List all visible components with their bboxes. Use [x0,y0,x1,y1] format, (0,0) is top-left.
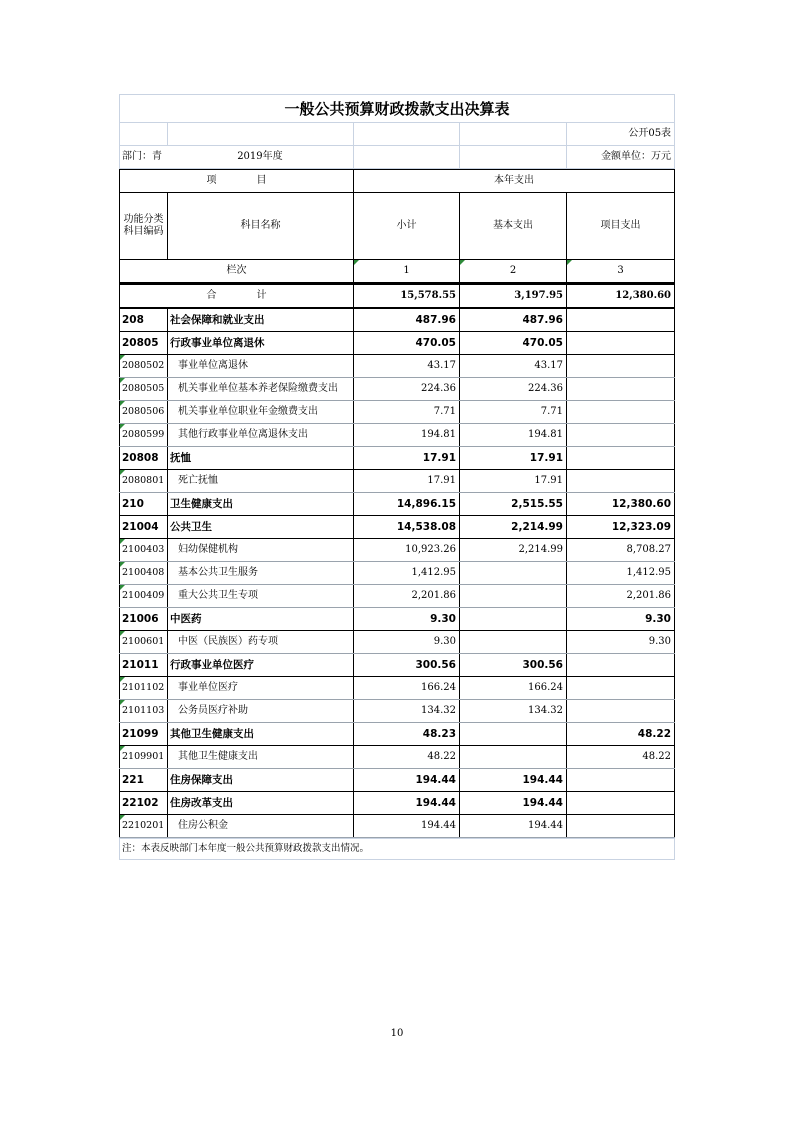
subtotal-value: 194.44 [354,792,460,815]
account-code: 210 [120,493,168,516]
amount-unit: 金额单位：万元 [567,146,675,169]
project-value [567,792,675,815]
table-row [120,332,675,355]
project-value [567,700,675,723]
account-code: 221 [120,769,168,792]
total-label: 合 计 [120,284,354,308]
table-row [120,470,675,493]
project-value [567,378,675,401]
subtotal-value: 48.23 [354,723,460,746]
account-name: 公共卫生 [168,516,354,539]
table-row [120,815,675,838]
account-code: 20808 [120,447,168,470]
subtotal-value: 194.81 [354,424,460,447]
subtotal-value: 224.36 [354,378,460,401]
project-value: 1,412.95 [567,562,675,585]
account-name: 行政事业单位离退休 [168,332,354,355]
subtotal-value: 14,896.15 [354,493,460,516]
account-name: 基本公共卫生服务 [168,562,354,585]
account-name: 住房改革支出 [168,792,354,815]
subtotal-value: 470.05 [354,332,460,355]
subtotal-value: 9.30 [354,608,460,631]
account-name: 事业单位离退休 [168,355,354,378]
department-label: 部门：青 [122,151,162,162]
project-value [567,447,675,470]
table-title: 一般公共预算财政拨款支出决算表 [120,95,675,123]
basic-value: 166.24 [460,677,567,700]
subtotal-value: 9.30 [354,631,460,654]
account-code: 22102 [120,792,168,815]
table-row [120,746,675,769]
subtotal-value: 194.44 [354,769,460,792]
subtotal-value: 300.56 [354,654,460,677]
project-value [567,677,675,700]
table-row [120,654,675,677]
project-column-header: 项目支出 [567,193,675,260]
form-number: 公开05表 [567,123,675,146]
account-name: 住房保障支出 [168,769,354,792]
dept-row [120,146,675,169]
basic-value [460,608,567,631]
subtotal-value: 487.96 [354,308,460,332]
basic-value: 2,515.55 [460,493,567,516]
basic-value: 300.56 [460,654,567,677]
account-code: 2080505 [120,378,168,401]
total-basic: 3,197.95 [460,284,567,308]
project-value [567,332,675,355]
table-row [120,562,675,585]
subtotal-value: 2,201.86 [354,585,460,608]
basic-value [460,723,567,746]
account-name: 其他行政事业单位离退休支出 [168,424,354,447]
total-project: 12,380.60 [567,284,675,308]
account-name: 住房公积金 [168,815,354,838]
account-code: 2080502 [120,355,168,378]
table-row [120,447,675,470]
account-code: 21004 [120,516,168,539]
account-code: 2210201 [120,815,168,838]
account-code: 2080801 [120,470,168,493]
project-value [567,769,675,792]
account-code: 2100408 [120,562,168,585]
project-value [567,424,675,447]
column-index-3: 3 [567,260,675,283]
account-code: 2100409 [120,585,168,608]
basic-value: 224.36 [460,378,567,401]
account-code: 21099 [120,723,168,746]
table-header [119,169,675,283]
project-value: 48.22 [567,746,675,769]
project-value [567,815,675,838]
note-table [119,838,675,860]
project-value [567,308,675,332]
subtotal-value: 10,923.26 [354,539,460,562]
project-value [567,401,675,424]
basic-value: 194.44 [460,792,567,815]
basic-value: 470.05 [460,332,567,355]
subtotal-value: 194.44 [354,815,460,838]
subtotal-value: 43.17 [354,355,460,378]
table-row [120,493,675,516]
expenditure-table [119,94,675,169]
table-row [120,539,675,562]
subtotal-value: 14,538.08 [354,516,460,539]
account-name: 中医（民族医）药专项 [168,631,354,654]
basic-value [460,585,567,608]
basic-value: 43.17 [460,355,567,378]
table-row [120,700,675,723]
table-row [120,378,675,401]
name-column-header: 科目名称 [168,193,354,260]
table-note: 注：本表反映部门本年度一般公共预算财政拨款支出情况。 [120,839,675,860]
basic-value: 194.44 [460,815,567,838]
basic-value [460,746,567,769]
table-row [120,677,675,700]
account-name: 行政事业单位医疗 [168,654,354,677]
table-row [120,792,675,815]
column-index-2: 2 [460,260,567,283]
project-value: 2,201.86 [567,585,675,608]
account-code: 2080506 [120,401,168,424]
project-header: 项 目 [120,170,354,193]
account-name: 重大公共卫生专项 [168,585,354,608]
table-row [120,308,675,332]
account-name: 妇幼保健机构 [168,539,354,562]
meta-row [120,123,675,146]
table-row [120,769,675,792]
table-row [120,355,675,378]
project-value: 12,323.09 [567,516,675,539]
project-value [567,355,675,378]
account-name: 机关事业单位职业年金缴费支出 [168,401,354,424]
account-name: 社会保障和就业支出 [168,308,354,332]
project-value: 9.30 [567,631,675,654]
basic-value: 134.32 [460,700,567,723]
basic-value [460,631,567,654]
account-name: 抚恤 [168,447,354,470]
total-subtotal: 15,578.55 [354,284,460,308]
account-code: 20805 [120,332,168,355]
project-value: 8,708.27 [567,539,675,562]
project-value: 9.30 [567,608,675,631]
basic-value: 2,214.99 [460,516,567,539]
basic-value: 2,214.99 [460,539,567,562]
account-name: 死亡抚恤 [168,470,354,493]
table-row [120,424,675,447]
account-name: 其他卫生健康支出 [168,723,354,746]
account-code: 2101102 [120,677,168,700]
subtotal-value: 48.22 [354,746,460,769]
account-name: 事业单位医疗 [168,677,354,700]
account-code: 21011 [120,654,168,677]
account-code: 2100403 [120,539,168,562]
subtotal-value: 17.91 [354,447,460,470]
column-index-1: 1 [354,260,460,283]
project-value: 12,380.60 [567,493,675,516]
table-body [119,283,675,838]
basic-value: 487.96 [460,308,567,332]
account-code: 2109901 [120,746,168,769]
subtotal-value: 1,412.95 [354,562,460,585]
total-row [120,284,675,308]
account-name: 其他卫生健康支出 [168,746,354,769]
basic-column-header: 基本支出 [460,193,567,260]
subtotal-value: 166.24 [354,677,460,700]
account-name: 中医药 [168,608,354,631]
account-code: 2080599 [120,424,168,447]
account-name: 卫生健康支出 [168,493,354,516]
project-value [567,654,675,677]
table-row [120,585,675,608]
table-row [120,631,675,654]
basic-value: 17.91 [460,470,567,493]
account-name: 机关事业单位基本养老保险缴费支出 [168,378,354,401]
subtotal-column-header: 小计 [354,193,460,260]
code-column-header: 功能分类科目编码 [120,193,168,260]
account-code: 21006 [120,608,168,631]
report-year: 2019年度 [237,151,283,162]
subtotal-value: 134.32 [354,700,460,723]
project-value: 48.22 [567,723,675,746]
account-name: 公务员医疗补助 [168,700,354,723]
account-code: 208 [120,308,168,332]
project-value [567,470,675,493]
table-row [120,608,675,631]
basic-value: 194.81 [460,424,567,447]
current-year-header: 本年支出 [354,170,675,193]
budget-sheet [119,94,674,860]
basic-value: 17.91 [460,447,567,470]
table-row [120,723,675,746]
basic-value [460,562,567,585]
basic-value: 194.44 [460,769,567,792]
subtotal-value: 17.91 [354,470,460,493]
table-row [120,516,675,539]
subtotal-value: 7.71 [354,401,460,424]
column-index-label: 栏次 [120,260,354,283]
basic-value: 7.71 [460,401,567,424]
account-code: 2101103 [120,700,168,723]
table-row [120,401,675,424]
account-code: 2100601 [120,631,168,654]
page-number: 10 [390,1028,404,1039]
